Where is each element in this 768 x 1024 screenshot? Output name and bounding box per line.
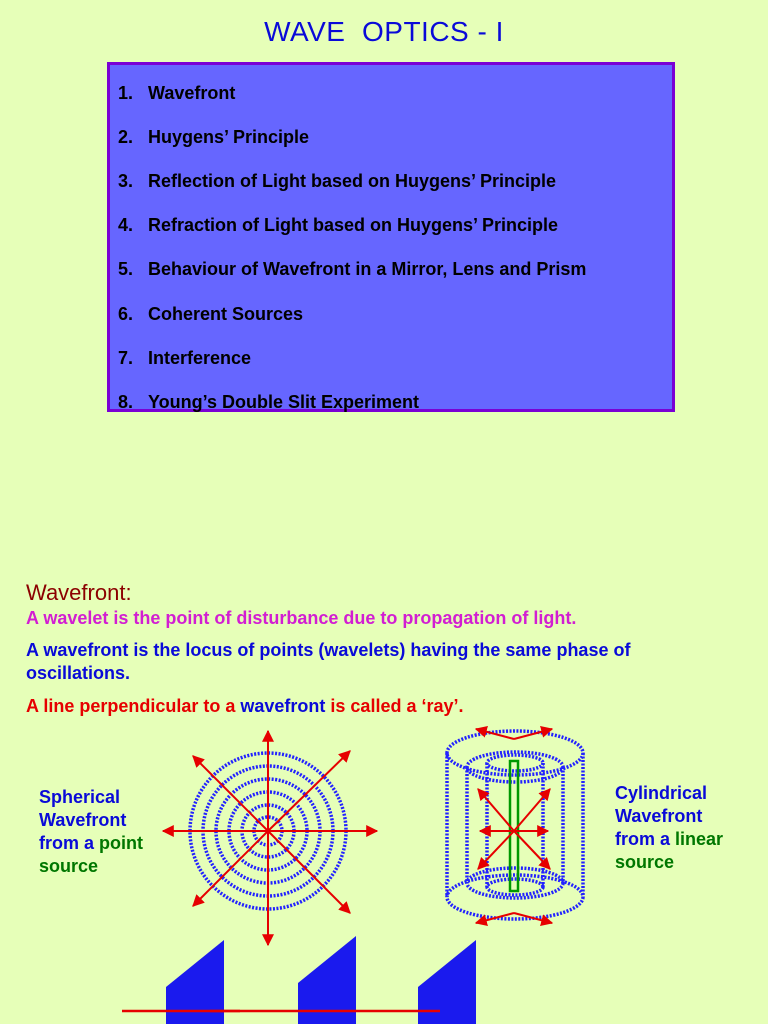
topics-box xyxy=(107,62,675,412)
ray-arrow xyxy=(268,751,350,831)
topic-item: 5. Behaviour of Wavefront in a Mirror, Lens and Prism xyxy=(118,259,587,279)
spherical-wavefront-label: Spherical Wavefront from a point source xyxy=(39,787,143,876)
page-title: WAVE OPTICS - I xyxy=(264,16,504,47)
ray-definition: A line perpendicular to a wavefront is called a ‘ray’. xyxy=(26,696,464,716)
topic-item: 6. Coherent Sources xyxy=(118,304,304,324)
ray-arrow xyxy=(268,831,350,913)
plane-wavefront-diagram xyxy=(110,935,768,1024)
topic-item: 1. Wavefront xyxy=(118,83,236,103)
middle-cylinder-bottom xyxy=(467,868,563,898)
inner-cylinder-top xyxy=(487,755,543,771)
wavefront-definition: A wavefront is the locus of points (wavelets) having the same phase of oscillations. xyxy=(26,640,631,683)
cylindrical-wavefront-diagram xyxy=(440,725,590,930)
spherical-wavefront-diagram xyxy=(155,725,385,950)
topic-item: 4. Refraction of Light based on Huygens’ Principle xyxy=(118,215,559,235)
cylindrical-wavefront-label: Cylindrical Wavefront from a linear source xyxy=(615,783,724,872)
ray-arrow xyxy=(478,831,514,869)
section-heading: Wavefront: xyxy=(26,580,132,605)
topic-item: 2. Huygens’ Principle xyxy=(118,127,310,147)
topic-item: 3. Reflection of Light based on Huygens’ Principle xyxy=(118,171,557,191)
wavelet-definition: A wavelet is the point of disturbance due to propagation of light. xyxy=(26,608,577,628)
topic-item: 7. Interference xyxy=(118,348,252,368)
inner-cylinder-bottom xyxy=(487,879,543,895)
ray-arrow xyxy=(478,789,514,831)
topic-item: 8. Young’s Double Slit Experiment xyxy=(118,392,420,412)
